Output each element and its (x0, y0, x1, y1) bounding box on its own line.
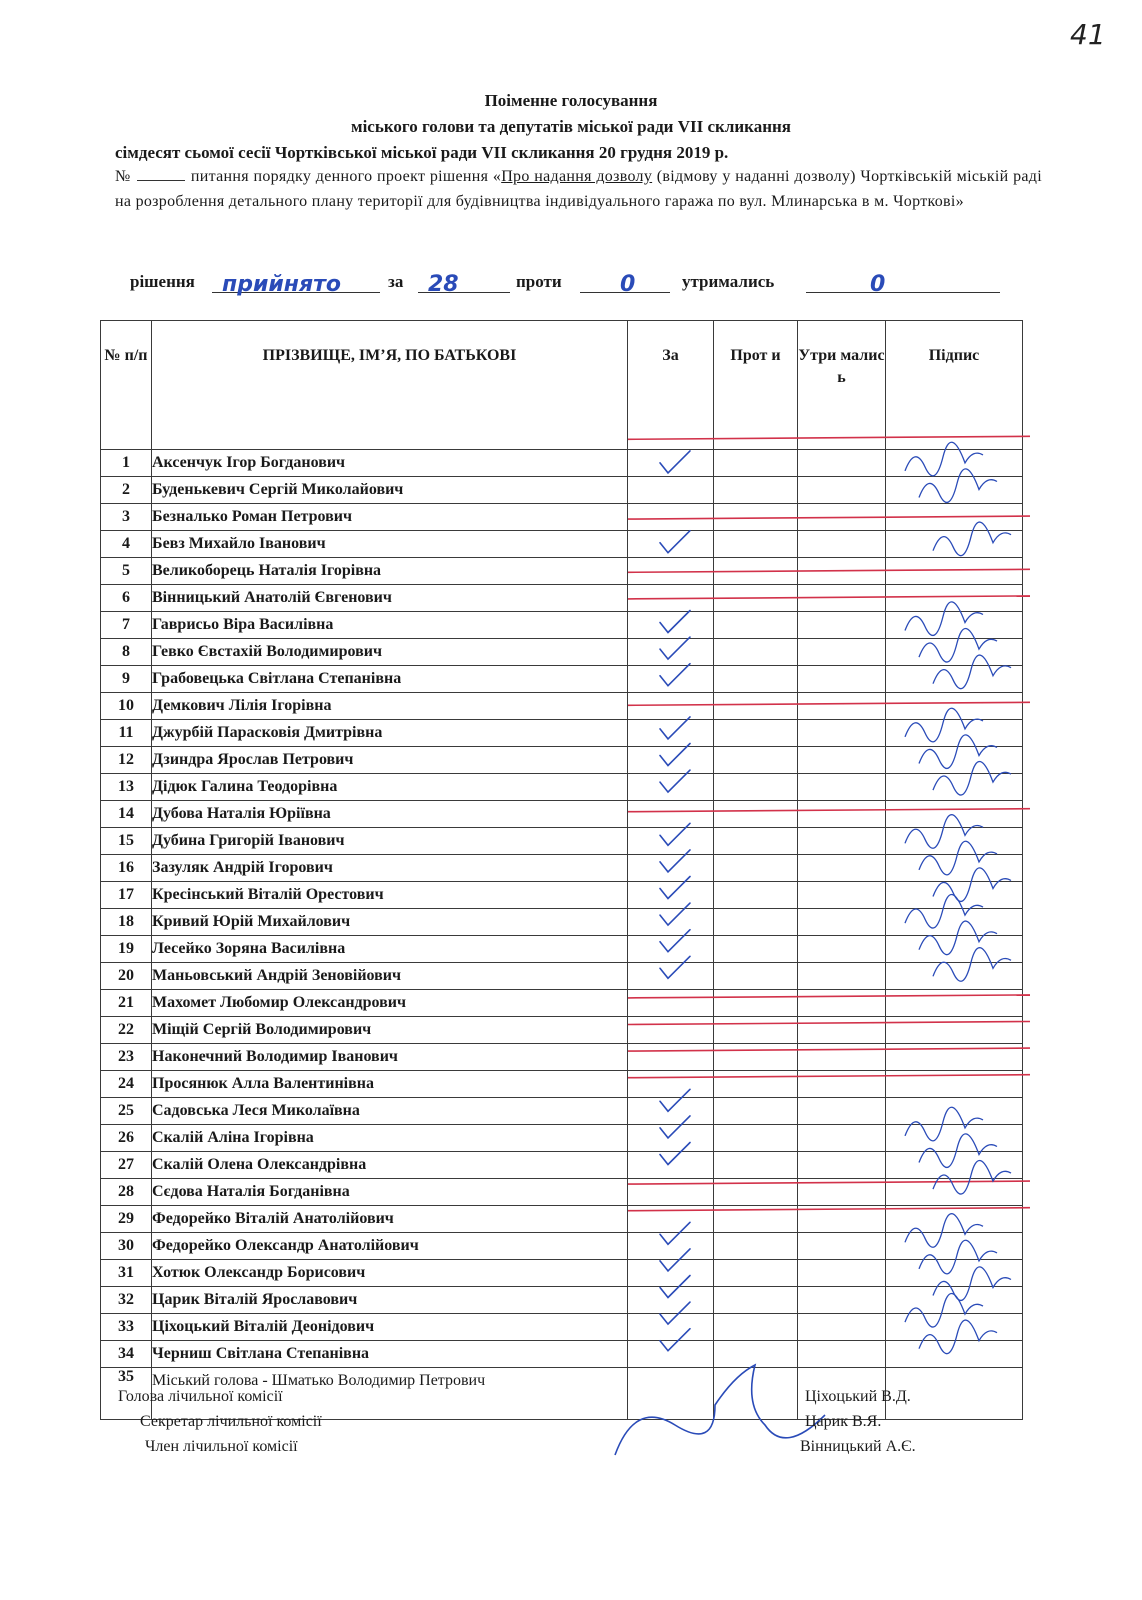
cell-abstained (798, 1071, 886, 1098)
agenda-number-label: № (115, 168, 131, 185)
cell-for (628, 531, 714, 558)
row-number: 22 (101, 1017, 152, 1044)
table-row (101, 1179, 1023, 1206)
cell-for (628, 585, 714, 612)
cell-signature (886, 936, 1023, 963)
row-number: 8 (101, 639, 152, 666)
abstained-blank (806, 292, 1000, 293)
cell-for (628, 1017, 714, 1044)
table-row (101, 882, 1023, 909)
row-number: 3 (101, 504, 152, 531)
row-number: 1 (101, 450, 152, 477)
table-row (101, 531, 1023, 558)
cell-for (628, 1260, 714, 1287)
cell-signature (886, 882, 1023, 909)
member-name: Сєдова Наталія Богданівна (152, 1179, 628, 1206)
cell-against (714, 801, 798, 828)
cell-signature (886, 909, 1023, 936)
cell-against (714, 1071, 798, 1098)
cell-abstained (798, 1179, 886, 1206)
cell-against (714, 1152, 798, 1179)
agenda-number-blank (137, 166, 185, 181)
cell-signature (886, 585, 1023, 612)
cell-signature (886, 747, 1023, 774)
cell-against (714, 531, 798, 558)
session-line: сімдесят сьомої сесії Чортківської міської ради VII скликання 20 грудня 2019 р. (115, 143, 729, 162)
table-header-row (101, 321, 1023, 450)
cell-abstained (798, 477, 886, 504)
cell-for (628, 693, 714, 720)
member-name: Наконечний Володимир Іванович (152, 1044, 628, 1071)
cell-for (628, 720, 714, 747)
table-row (101, 504, 1023, 531)
cell-against (714, 450, 798, 477)
cell-abstained (798, 1287, 886, 1314)
cell-for (628, 1368, 714, 1420)
decision-label: рішення (130, 272, 195, 291)
cell-against (714, 774, 798, 801)
decision-handwritten: прийнято (222, 272, 341, 297)
table-row (101, 747, 1023, 774)
table-row (101, 558, 1023, 585)
cell-abstained (798, 504, 886, 531)
cell-for (628, 828, 714, 855)
cell-against (714, 990, 798, 1017)
cell-for (628, 1233, 714, 1260)
cell-against (714, 963, 798, 990)
against-label: проти (516, 272, 562, 291)
cell-for (628, 477, 714, 504)
cell-for (628, 1152, 714, 1179)
cell-abstained (798, 747, 886, 774)
member-name: Демкович Лілія Ігорівна (152, 693, 628, 720)
cell-abstained (798, 882, 886, 909)
row-number: 20 (101, 963, 152, 990)
cell-for (628, 450, 714, 477)
header-for: За (628, 321, 714, 450)
cell-for (628, 801, 714, 828)
member-name: Зазуляк Андрій Ігорович (152, 855, 628, 882)
cell-against (714, 1341, 798, 1368)
cell-for (628, 882, 714, 909)
cell-signature (886, 639, 1023, 666)
cell-abstained (798, 1233, 886, 1260)
header-against: Прот и (714, 321, 798, 450)
row-number: 14 (101, 801, 152, 828)
cell-signature (886, 666, 1023, 693)
table-row (101, 909, 1023, 936)
cell-abstained (798, 720, 886, 747)
agenda-text-a: питання порядку денного проект рішення « (190, 168, 502, 185)
member-name: Буденькевич Сергій Миколайович (152, 477, 628, 504)
row-number: 11 (101, 720, 152, 747)
cell-signature (886, 1233, 1023, 1260)
cell-signature (886, 558, 1023, 585)
table-row (101, 1314, 1023, 1341)
cell-signature (886, 531, 1023, 558)
member-name: Кресінський Віталій Орестович (152, 882, 628, 909)
member-name: Скалій Олена Олександрівна (152, 1152, 628, 1179)
row-number: 17 (101, 882, 152, 909)
document-title: Поіменне голосування (484, 91, 658, 110)
member-name: Вінницький Анатолій Євгенович (152, 585, 628, 612)
row-number: 7 (101, 612, 152, 639)
cell-signature (886, 1206, 1023, 1233)
table-row (101, 855, 1023, 882)
secretary-name: Царик В.Я. (805, 1413, 882, 1430)
cell-against (714, 828, 798, 855)
agenda-paragraph (115, 164, 1042, 214)
cell-abstained (798, 1314, 886, 1341)
header-name: ПРІЗВИЩЕ, ІМ’Я, ПО БАТЬКОВІ (152, 321, 628, 450)
cell-against (714, 1179, 798, 1206)
cell-against (714, 558, 798, 585)
member-name: Федорейко Олександр Анатолійович (152, 1233, 628, 1260)
cell-signature (886, 612, 1023, 639)
member-name: Джурбій Парасковія Дмитрівна (152, 720, 628, 747)
cell-for (628, 747, 714, 774)
cell-signature (886, 1260, 1023, 1287)
cell-against (714, 1287, 798, 1314)
cell-for (628, 1287, 714, 1314)
cell-abstained (798, 612, 886, 639)
cell-against (714, 477, 798, 504)
member-name: Скалій Аліна Ігорівна (152, 1125, 628, 1152)
member-name: Хотюк Олександр Борисович (152, 1260, 628, 1287)
member-name: Бевз Михайло Іванович (152, 531, 628, 558)
header-signature: Підпис (886, 321, 1023, 450)
cell-abstained (798, 1044, 886, 1071)
row-number: 25 (101, 1098, 152, 1125)
table-row (101, 477, 1023, 504)
row-number: 4 (101, 531, 152, 558)
member-name: Кривий Юрій Михайлович (152, 909, 628, 936)
cell-signature (886, 504, 1023, 531)
member-label: Член лічильної комісії (145, 1438, 298, 1455)
cell-signature (886, 1341, 1023, 1368)
cell-against (714, 720, 798, 747)
row-number: 5 (101, 558, 152, 585)
cell-abstained (798, 990, 886, 1017)
cell-against (714, 1314, 798, 1341)
member-name: Ціхоцький Віталій Деонідович (152, 1314, 628, 1341)
table-row (101, 693, 1023, 720)
row-number: 33 (101, 1314, 152, 1341)
row-number: 32 (101, 1287, 152, 1314)
cell-for (628, 990, 714, 1017)
table-row (101, 1233, 1023, 1260)
abstained-count: 0 (870, 272, 886, 297)
table-row (101, 450, 1023, 477)
row-number: 34 (101, 1341, 152, 1368)
member-name: Маньовський Андрій Зеновійович (152, 963, 628, 990)
cell-for (628, 1341, 714, 1368)
member-name: Великоборець Наталія Ігорівна (152, 558, 628, 585)
cell-signature (886, 693, 1023, 720)
header-abstained: Утри малис ь (798, 321, 886, 450)
member-name: Дідюк Галина Теодорівна (152, 774, 628, 801)
cell-for (628, 1206, 714, 1233)
member-name: Царик Віталій Ярославович (152, 1287, 628, 1314)
row-number: 21 (101, 990, 152, 1017)
table-row (101, 990, 1023, 1017)
cell-against (714, 504, 798, 531)
cell-against (714, 639, 798, 666)
cell-signature (886, 450, 1023, 477)
cell-for (628, 1098, 714, 1125)
table-row (101, 585, 1023, 612)
against-count: 0 (620, 272, 636, 297)
member-name: Гаврисьо Віра Василівна (152, 612, 628, 639)
cell-abstained (798, 666, 886, 693)
cell-abstained (798, 774, 886, 801)
row-number: 10 (101, 693, 152, 720)
cell-signature (886, 1071, 1023, 1098)
row-number: 23 (101, 1044, 152, 1071)
member-name: Аксенчук Ігор Богданович (152, 450, 628, 477)
cell-for (628, 909, 714, 936)
member-name: Безналько Роман Петрович (152, 504, 628, 531)
cell-signature (886, 477, 1023, 504)
row-number: 30 (101, 1233, 152, 1260)
table-row (101, 612, 1023, 639)
cell-for (628, 855, 714, 882)
cell-signature (886, 801, 1023, 828)
cell-against (714, 1233, 798, 1260)
row-number: 16 (101, 855, 152, 882)
table-row (101, 1017, 1023, 1044)
cell-for (628, 1125, 714, 1152)
member-name: Федорейко Віталій Анатолійович (152, 1206, 628, 1233)
cell-signature (886, 1314, 1023, 1341)
cell-for (628, 504, 714, 531)
abstained-label: утримались (682, 272, 775, 291)
cell-abstained (798, 828, 886, 855)
table-row (101, 639, 1023, 666)
member-name: Дзиндра Ярослав Петрович (152, 747, 628, 774)
secretary-label: Секретар лічильної комісії (140, 1413, 322, 1430)
cell-abstained (798, 558, 886, 585)
table-row (101, 720, 1023, 747)
member-name: Грабовецька Світлана Степанівна (152, 666, 628, 693)
agenda-text-c: (відмову у наданні дозволу) Чортківській міській раді на розроблення детального плану території для будівництва індивідуального гаража по вул. Млинарська в м. Чорткові» (115, 168, 1042, 210)
table-row (101, 801, 1023, 828)
cell-for (628, 558, 714, 585)
cell-signature (886, 1098, 1023, 1125)
row-number: 18 (101, 909, 152, 936)
cell-against (714, 936, 798, 963)
cell-for (628, 1179, 714, 1206)
cell-against (714, 747, 798, 774)
table-row (101, 1125, 1023, 1152)
document-subtitle: міського голови та депутатів міської ради VII скликання (351, 117, 791, 136)
cell-abstained (798, 1152, 886, 1179)
cell-abstained (798, 801, 886, 828)
cell-against (714, 882, 798, 909)
agenda-text-b: Про надання дозволу (501, 168, 653, 185)
cell-for (628, 612, 714, 639)
cell-abstained (798, 693, 886, 720)
cell-for (628, 666, 714, 693)
member-name: Дубова Наталія Юріївна (152, 801, 628, 828)
cell-against (714, 1260, 798, 1287)
row-number: 29 (101, 1206, 152, 1233)
cell-signature (886, 774, 1023, 801)
cell-against (714, 666, 798, 693)
cell-abstained (798, 1017, 886, 1044)
cell-against (714, 1206, 798, 1233)
cell-signature (886, 1044, 1023, 1071)
row-number: 24 (101, 1071, 152, 1098)
for-label: за (388, 272, 404, 291)
cell-against (714, 585, 798, 612)
chair-label: Голова лічильної комісії (118, 1388, 283, 1405)
member-name: Вінницький А.Є. (800, 1438, 916, 1455)
member-name: Просянюк Алла Валентинівна (152, 1071, 628, 1098)
cell-for (628, 1314, 714, 1341)
cell-abstained (798, 639, 886, 666)
cell-signature (886, 1017, 1023, 1044)
cell-against (714, 1098, 798, 1125)
row-number: 13 (101, 774, 152, 801)
cell-abstained (798, 963, 886, 990)
cell-abstained (798, 1341, 886, 1368)
cell-signature (886, 1152, 1023, 1179)
for-count: 28 (428, 272, 459, 297)
cell-signature (886, 963, 1023, 990)
cell-against (714, 909, 798, 936)
table-row (101, 1287, 1023, 1314)
cell-for (628, 1071, 714, 1098)
cell-abstained (798, 1206, 886, 1233)
chair-name: Ціхоцький В.Д. (805, 1388, 911, 1405)
member-name: Гевко Євстахій Володимирович (152, 639, 628, 666)
cell-against (714, 1044, 798, 1071)
cell-against (714, 1368, 798, 1420)
cell-abstained (798, 531, 886, 558)
member-name: Садовська Леся Миколаївна (152, 1098, 628, 1125)
cell-against (714, 1017, 798, 1044)
roll-call-table (100, 320, 1023, 1420)
cell-abstained (798, 936, 886, 963)
row-number: 26 (101, 1125, 152, 1152)
table-row (101, 1206, 1023, 1233)
table-row (101, 1044, 1023, 1071)
page-number: 41 (1070, 18, 1106, 51)
cell-signature (886, 1287, 1023, 1314)
cell-abstained (798, 855, 886, 882)
table-row (101, 1341, 1023, 1368)
cell-for (628, 774, 714, 801)
row-number: 31 (101, 1260, 152, 1287)
row-number: 27 (101, 1152, 152, 1179)
cell-abstained (798, 909, 886, 936)
header-num: № п/п (101, 321, 152, 450)
table-row (101, 1260, 1023, 1287)
cell-for (628, 936, 714, 963)
cell-signature (886, 990, 1023, 1017)
member-name: Черниш Світлана Степанівна (152, 1341, 628, 1368)
table-row (101, 1152, 1023, 1179)
table-row (101, 963, 1023, 990)
cell-against (714, 612, 798, 639)
cell-signature (886, 720, 1023, 747)
cell-for (628, 1044, 714, 1071)
table-body (101, 450, 1023, 1420)
cell-abstained (798, 585, 886, 612)
cell-against (714, 693, 798, 720)
table-row (101, 666, 1023, 693)
cell-against (714, 1125, 798, 1152)
member-name: Лесейко Зоряна Василівна (152, 936, 628, 963)
cell-abstained (798, 450, 886, 477)
cell-abstained (798, 1125, 886, 1152)
row-number: 15 (101, 828, 152, 855)
row-number: 6 (101, 585, 152, 612)
row-number: 35 (101, 1368, 152, 1420)
table-row (101, 1098, 1023, 1125)
table-row (101, 774, 1023, 801)
cell-signature (886, 1125, 1023, 1152)
row-number: 9 (101, 666, 152, 693)
cell-for (628, 963, 714, 990)
cell-signature (886, 855, 1023, 882)
member-name: Міщій Сергій Володимирович (152, 1017, 628, 1044)
table-row (101, 828, 1023, 855)
row-number: 2 (101, 477, 152, 504)
cell-against (714, 855, 798, 882)
cell-signature (886, 1179, 1023, 1206)
cell-for (628, 639, 714, 666)
table-row (101, 1071, 1023, 1098)
table-row (101, 936, 1023, 963)
cell-signature (886, 828, 1023, 855)
row-number: 12 (101, 747, 152, 774)
member-name: Махомет Любомир Олександрович (152, 990, 628, 1017)
cell-abstained (798, 1260, 886, 1287)
member-name: Міський голова - Шматько Володимир Петрович (152, 1368, 628, 1420)
row-number: 28 (101, 1179, 152, 1206)
member-name: Дубина Григорій Іванович (152, 828, 628, 855)
row-number: 19 (101, 936, 152, 963)
cell-abstained (798, 1098, 886, 1125)
